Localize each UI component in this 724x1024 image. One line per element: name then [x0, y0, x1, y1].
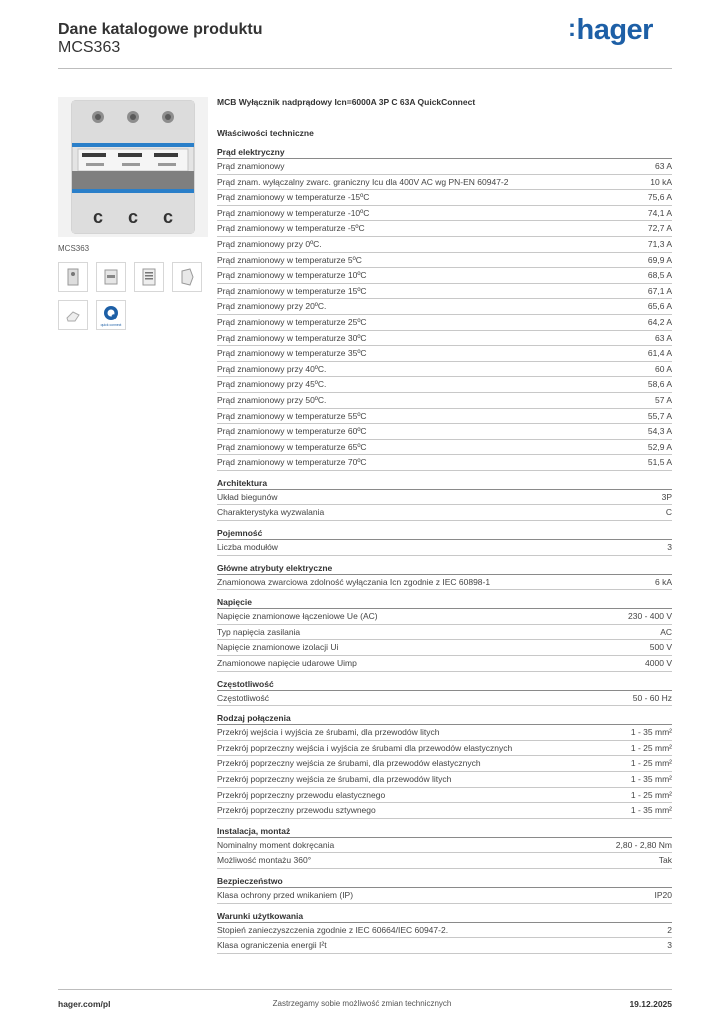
spec-row — [217, 455, 672, 471]
spec-label: Prąd znamionowy przy 45ºC. — [217, 379, 327, 390]
spec-value: 67,1 A — [647, 285, 672, 296]
spec-row — [217, 575, 672, 591]
spec-value: 500 V — [649, 642, 672, 653]
spec-row — [217, 788, 672, 804]
spec-label: Klasa ograniczenia energii I²t — [217, 940, 327, 951]
product-detail-icon[interactable] — [58, 300, 88, 330]
spec-row — [217, 159, 672, 175]
spec-value: 71,3 A — [647, 238, 672, 249]
spec-value: 61,4 A — [647, 348, 672, 359]
spec-row — [217, 346, 672, 362]
spec-label: Przekrój poprzeczny przewodu sztywnego — [217, 805, 376, 816]
svg-text:c: c — [127, 207, 139, 227]
spec-section — [217, 478, 672, 521]
spec-value: 75,6 A — [647, 192, 672, 203]
spec-section — [217, 528, 672, 556]
spec-value: 2 — [667, 924, 672, 935]
spec-label: Napięcie znamionowe izolacji Ui — [217, 642, 339, 653]
spec-row — [217, 424, 672, 440]
spec-label: Prąd znamionowy w temperaturze -5ºC — [217, 223, 365, 234]
spec-value: 72,7 A — [647, 223, 672, 234]
spec-value: 50 - 60 Hz — [632, 692, 672, 703]
section-title: Architektura — [217, 478, 672, 490]
spec-sections — [217, 147, 672, 954]
spec-row — [217, 640, 672, 656]
spec-value: 1 - 25 mm² — [630, 789, 672, 800]
spec-label: Prąd znamionowy przy 20ºC. — [217, 301, 327, 312]
page-subtitle: MCS363 — [58, 39, 121, 56]
spec-value: 63 A — [654, 161, 672, 171]
spec-row — [217, 377, 672, 393]
spec-value: 64,2 A — [647, 316, 672, 327]
spec-value: IP20 — [654, 889, 672, 900]
spec-value: 230 - 400 V — [628, 611, 672, 622]
spec-value: 60 A — [654, 363, 672, 374]
spec-label: Prąd znamionowy w temperaturze 5ºC — [217, 254, 362, 265]
spec-row — [217, 609, 672, 625]
spec-label: Prąd znamionowy w temperaturze 35ºC — [217, 348, 367, 359]
spec-row — [217, 299, 672, 315]
spec-label: Prąd znamionowy w temperaturze 30ºC — [217, 332, 367, 343]
tech-properties-heading: Właściwości techniczne — [217, 128, 314, 138]
spec-row — [217, 190, 672, 206]
spec-value: 55,7 A — [647, 410, 672, 421]
spec-value: 63 A — [654, 332, 672, 343]
spec-label: Prąd znamionowy w temperaturze -10ºC — [217, 207, 370, 218]
spec-value: 1 - 25 mm² — [630, 758, 672, 769]
spec-row — [217, 268, 672, 284]
spec-value: 3 — [667, 940, 672, 951]
footer-website-link[interactable]: hager.com/pl — [58, 999, 111, 1009]
spec-row — [217, 409, 672, 425]
spec-row — [217, 853, 672, 869]
product-front-icon[interactable] — [58, 262, 88, 292]
spec-label: Możliwość montażu 360° — [217, 855, 312, 866]
spec-label: Prąd znamionowy w temperaturze 25ºC — [217, 316, 367, 327]
spec-label: Prąd znamionowy w temperaturze 60ºC — [217, 426, 367, 437]
spec-value: 57 A — [654, 394, 672, 405]
spec-value: 2,80 - 2,80 Nm — [615, 839, 672, 850]
spec-section — [217, 563, 672, 591]
spec-value: 10 kA — [650, 176, 672, 187]
spec-row — [217, 625, 672, 641]
spec-section — [217, 713, 672, 819]
spec-row — [217, 656, 672, 672]
spec-label: Prąd znamionowy w temperaturze 65ºC — [217, 441, 367, 452]
spec-label: Prąd znamionowy w temperaturze 10ºC — [217, 270, 367, 281]
section-title: Częstotliwość — [217, 679, 672, 691]
spec-label: Przekrój poprzeczny przewodu elastycznego — [217, 789, 386, 800]
spec-label: Znamionowe napięcie udarowe Uimp — [217, 658, 357, 669]
section-title: Rodzaj połączenia — [217, 713, 672, 725]
spec-value: AC — [660, 626, 672, 637]
spec-row — [217, 393, 672, 409]
page-title: Dane katalogowe produktu — [58, 21, 263, 38]
spec-label: Prąd znamionowy w temperaturze 15ºC — [217, 285, 367, 296]
footer-divider — [58, 989, 672, 990]
section-title: Instalacja, montaż — [217, 826, 672, 838]
spec-value: 1 - 35 mm² — [630, 727, 672, 738]
spec-section — [217, 826, 672, 869]
spec-row — [217, 772, 672, 788]
spec-row — [217, 362, 672, 378]
section-title: Pojemność — [217, 528, 672, 540]
spec-value: 51,5 A — [647, 457, 672, 468]
section-title: Bezpieczeństwo — [217, 876, 672, 888]
product-side-icon[interactable] — [96, 262, 126, 292]
spec-row — [217, 938, 672, 954]
spec-row — [217, 803, 672, 819]
spec-row — [217, 315, 672, 331]
footer-date: 19.12.2025 — [629, 999, 672, 1009]
spec-row — [217, 923, 672, 939]
spec-value: 54,3 A — [647, 426, 672, 437]
spec-label: Przekrój wejścia i wyjścia ze śrubami, dla przewodów litych — [217, 727, 440, 738]
spec-value: 1 - 35 mm² — [630, 805, 672, 816]
spec-label: Prąd znamionowy w temperaturze -15ºC — [217, 192, 370, 203]
spec-value: 1 - 25 mm² — [630, 742, 672, 753]
spec-row — [217, 741, 672, 757]
section-title: Główne atrybuty elektryczne — [217, 563, 672, 575]
section-title: Warunki użytkowania — [217, 911, 672, 923]
spec-label: Częstotliwość — [217, 692, 269, 703]
product-image-caption: MCS363 — [58, 244, 90, 253]
spec-label: Prąd znamionowy przy 40ºC. — [217, 363, 327, 374]
spec-row — [217, 490, 672, 506]
spec-value: 3 — [667, 542, 672, 553]
spec-label: Liczba modułów — [217, 542, 278, 553]
spec-label: Prąd znamionowy w temperaturze 70ºC — [217, 457, 367, 468]
spec-value: 69,9 A — [647, 254, 672, 265]
spec-value: C — [665, 507, 672, 518]
spec-row — [217, 253, 672, 269]
spec-label: Charakterystyka wyzwalania — [217, 507, 325, 518]
spec-section — [217, 597, 672, 671]
spec-value: 6 kA — [654, 576, 672, 587]
quickconnect-logo-text: quick connect — [100, 323, 122, 327]
spec-label: Znamionowa zwarciowa zdolność wyłączania Icn zgodnie z IEC 60898-1 — [217, 576, 491, 587]
spec-label: Klasa ochrony przed wnikaniem (IP) — [217, 889, 354, 900]
spec-label: Układ biegunów — [217, 491, 278, 502]
spec-value: 52,9 A — [647, 441, 672, 452]
spec-row — [217, 284, 672, 300]
svg-text:c: c — [92, 207, 104, 227]
footer-disclaimer: Zastrzegamy sobie możliwość zmian technicznych — [272, 999, 452, 1008]
spec-row — [217, 888, 672, 904]
spec-section — [217, 147, 672, 471]
spec-row — [217, 331, 672, 347]
header-divider — [58, 68, 672, 69]
spec-label: Prąd znamionowy przy 50ºC. — [217, 394, 327, 405]
product-name: MCB Wyłącznik nadprądowy Icn=6000A 3P C 63A QuickConnect — [217, 97, 476, 107]
spec-row — [217, 237, 672, 253]
spec-label: Prąd znamionowy — [217, 161, 285, 171]
spec-row — [217, 221, 672, 237]
spec-row — [217, 505, 672, 521]
spec-row — [217, 725, 672, 741]
spec-section — [217, 679, 672, 707]
spec-value: 68,5 A — [647, 270, 672, 281]
spec-value: 58,6 A — [647, 379, 672, 390]
hager-logo: :hager — [568, 14, 653, 46]
spec-label: Przekrój poprzeczny wejścia ze śrubami, dla przewodów elastycznych — [217, 758, 481, 769]
spec-label: Typ napięcia zasilania — [217, 626, 301, 637]
spec-label: Napięcie znamionowe łączeniowe Ue (AC) — [217, 611, 378, 622]
spec-label: Przekrój poprzeczny wejścia ze śrubami, dla przewodów litych — [217, 774, 452, 784]
spec-label: Nominalny moment dokręcania — [217, 839, 335, 850]
hager-logo-text: hager — [576, 14, 653, 46]
spec-value: 1 - 35 mm² — [630, 774, 672, 784]
spec-label: Przekrój poprzeczny wejścia i wyjścia ze śrubami dla przewodów elastycznych — [217, 742, 513, 753]
spec-label: Prąd znamionowy w temperaturze 55ºC — [217, 410, 367, 421]
spec-value: 4000 V — [645, 658, 672, 669]
quickconnect-logo-icon[interactable] — [96, 300, 126, 330]
spec-row — [217, 691, 672, 707]
spec-value: 74,1 A — [647, 207, 672, 218]
spec-section — [217, 876, 672, 904]
spec-row — [217, 838, 672, 854]
spec-value: 3P — [661, 491, 672, 502]
product-angle-icon[interactable] — [172, 262, 202, 292]
spec-panel — [217, 95, 672, 954]
spec-section — [217, 911, 672, 954]
section-title: Prąd elektryczny — [217, 147, 672, 159]
spec-row — [217, 175, 672, 191]
spec-label: Prąd znamionowy przy 0ºC. — [217, 238, 322, 249]
spec-value: Tak — [658, 855, 672, 866]
spec-label: Prąd znam. wyłączalny zwarc. graniczny Icu dla 400V AC wg PN-EN 60947-2 — [217, 176, 509, 187]
section-title: Napięcie — [217, 597, 672, 609]
product-label-icon[interactable] — [134, 262, 164, 292]
product-image[interactable] — [58, 97, 208, 237]
spec-label: Stopień zanieczyszczenia zgodnie z IEC 60664/IEC 60947-2. — [217, 924, 449, 935]
spec-row — [217, 206, 672, 222]
svg-text:c: c — [162, 207, 174, 227]
spec-row — [217, 440, 672, 456]
circuit-breaker-illustration — [58, 97, 208, 237]
spec-row — [217, 540, 672, 556]
spec-row — [217, 756, 672, 772]
spec-value: 65,6 A — [647, 301, 672, 312]
